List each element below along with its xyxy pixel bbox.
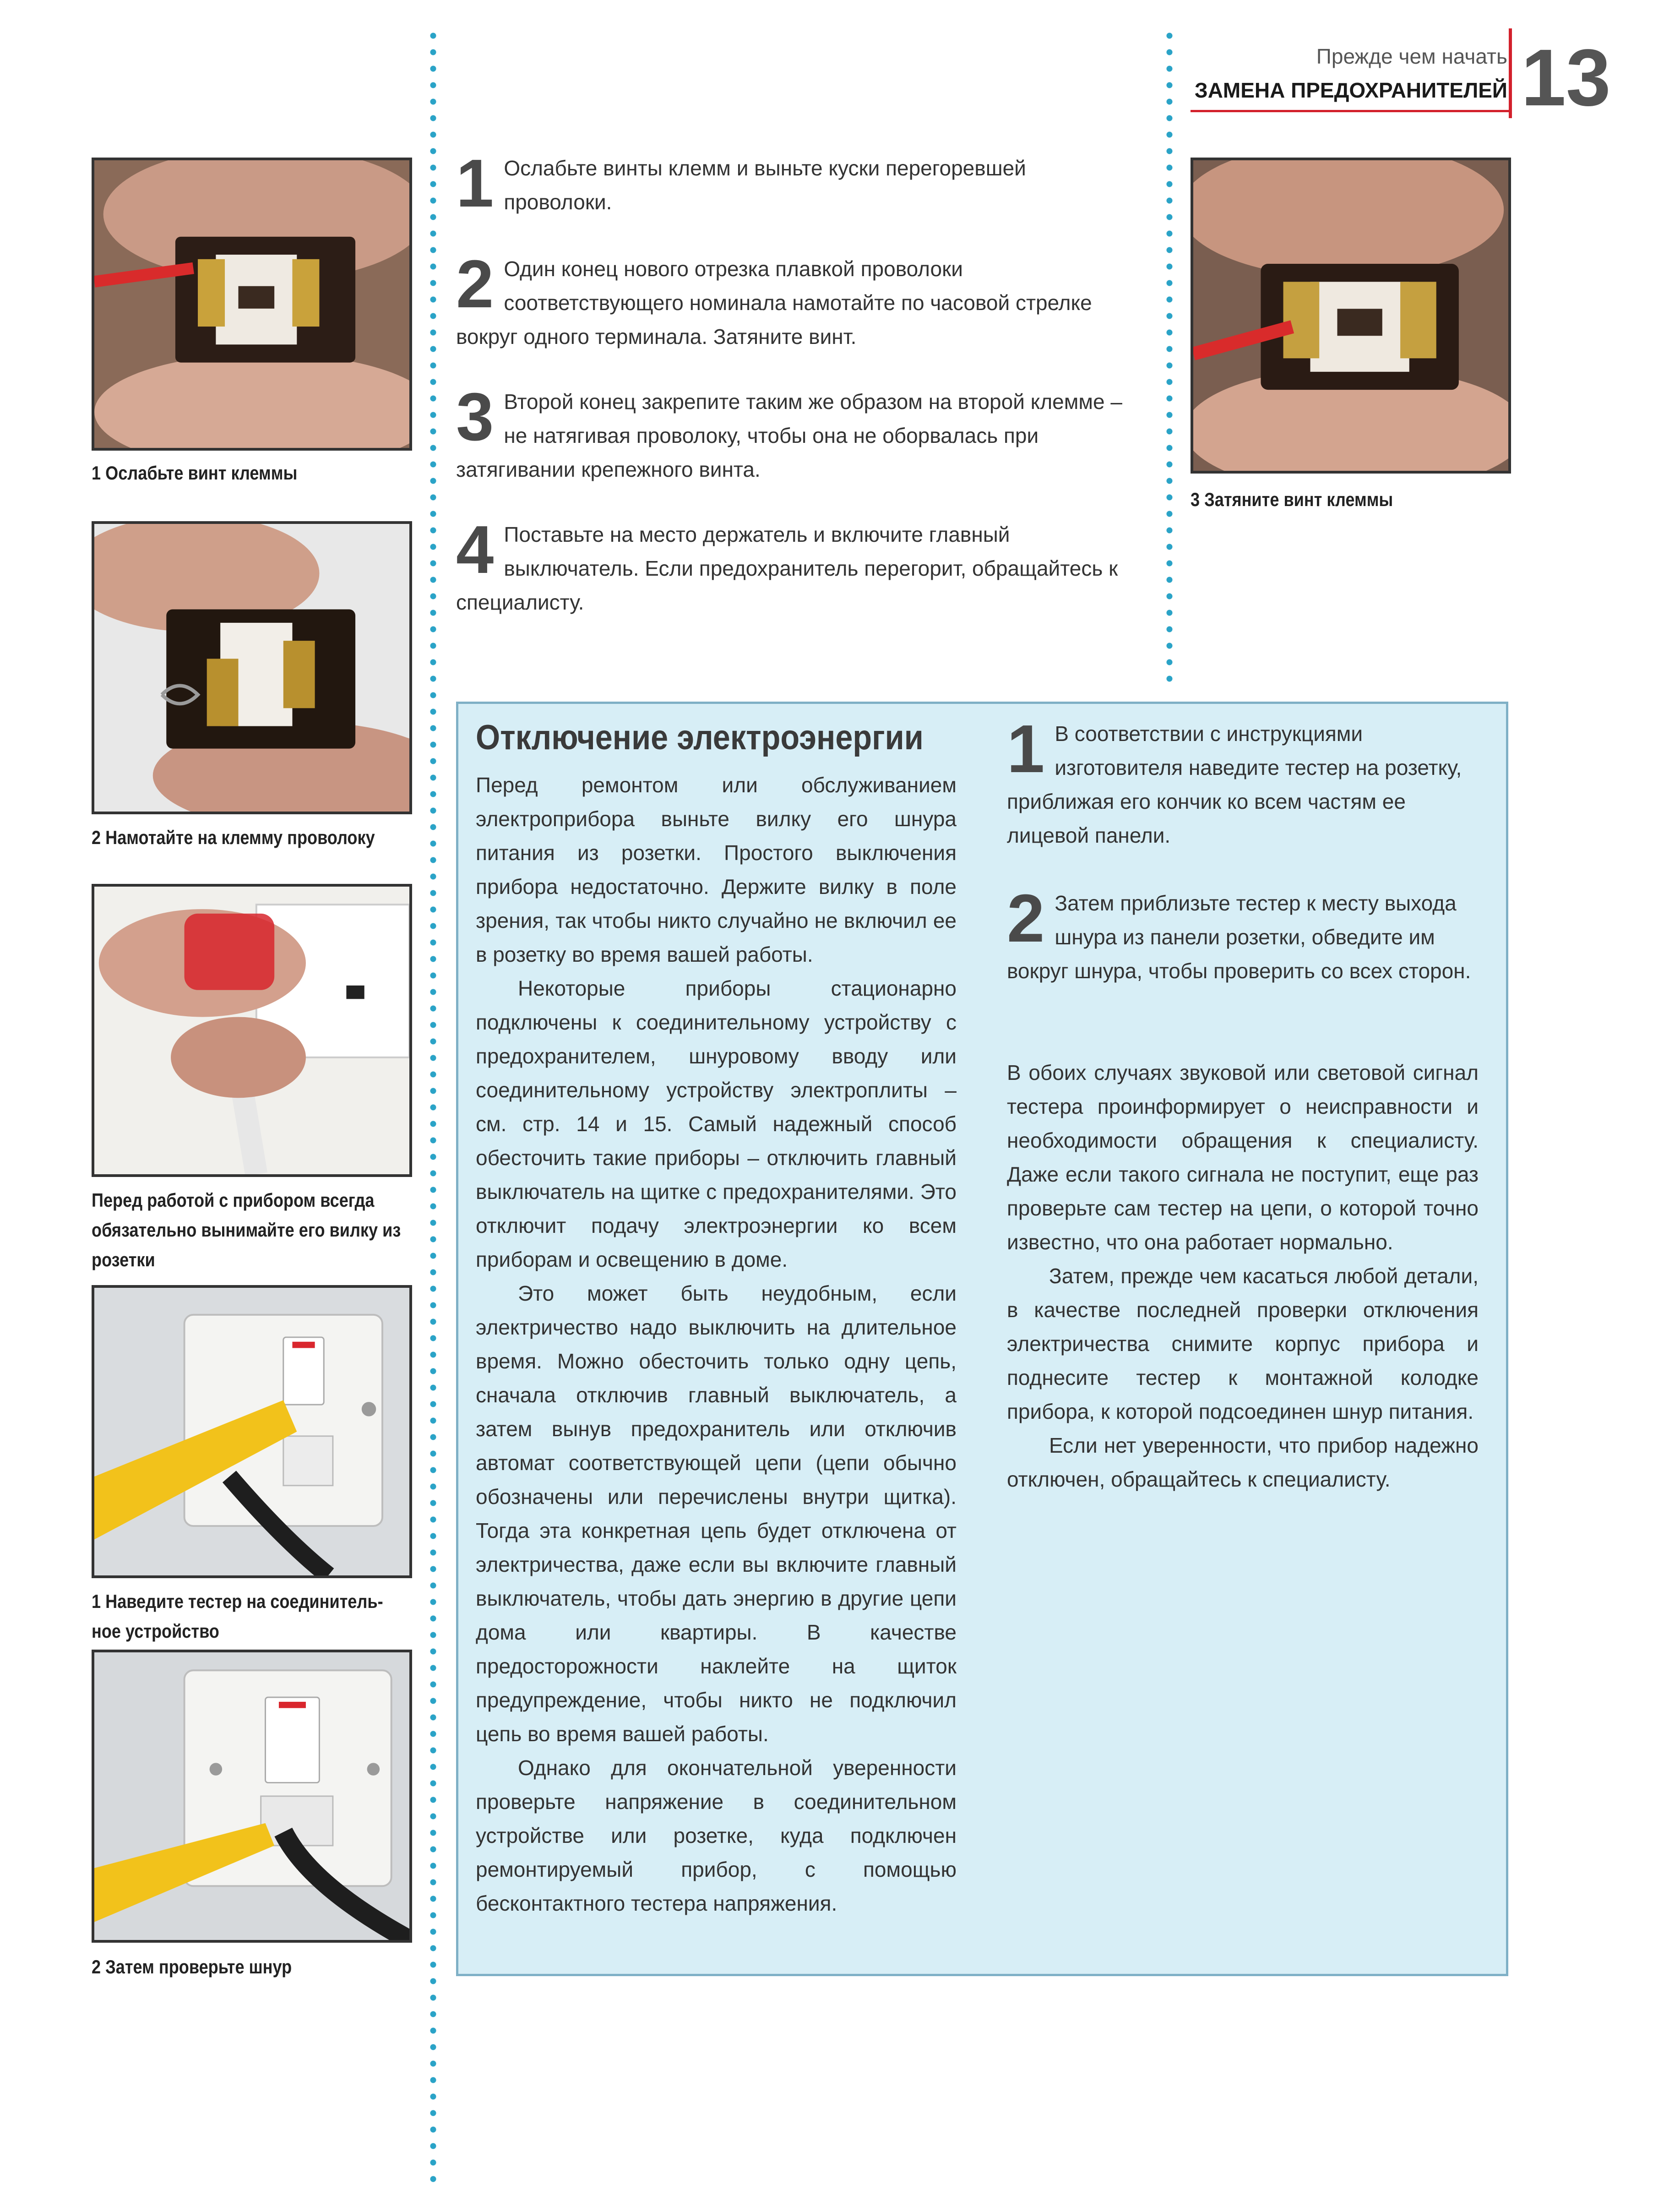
caption-tester-outlet: 1 Наведите тестер на соединительное устройство [92, 1591, 383, 1642]
step-number: 1 [456, 146, 494, 221]
box-paragraph: В обоих случаях звуковой или световой сигнал тестера проинформирует о неисправности и необходимости обращения к специалисту. Даже если такого сигнала не поступит, еще раз проверьте сам тестер на цепи, о которой точно известно, что она работает нормально. [1007, 1061, 1479, 1254]
step-number: 2 [1007, 881, 1045, 956]
step-3 [456, 379, 1136, 486]
left-dotted-divider [430, 27, 437, 2189]
step-text: В соответствии с инструкциями изготовителя наведите тестер на розетку, приближая его кончик ко всем частям ее лицевой панели. [1007, 722, 1462, 847]
power-off-box [456, 702, 1508, 1976]
step-text: Один конец нового отрезка плавкой проволоки соответствующего номинала намотайте по часовой стрелке вокруг одного терминала. Затяните винт. [456, 257, 1092, 349]
header-divider [1509, 28, 1512, 118]
caption-tighten-screw: 3 Затяните винт клеммы [1191, 489, 1393, 510]
header-underline [1191, 110, 1509, 112]
caption-loosen-screw: 1 Ослабьте винт клеммы [92, 462, 298, 484]
step-number: 4 [456, 512, 494, 588]
step-number: 1 [1007, 711, 1045, 787]
section-title: ЗАМЕНА ПРЕДОХРАНИТЕЛЕЙ [1194, 78, 1507, 102]
box-paragraph: Если нет уверенности, что прибор надежно отключен, обращайтесь к специалисту. [1007, 1433, 1479, 1491]
photo-loosen-screw [92, 158, 412, 451]
right-dotted-divider [1166, 27, 1173, 692]
step-text: Второй конец закрепите таким же образом на второй клемме – не натягивая проволоку, чтобы она не оборвалась при затягивании крепежного винта. [456, 390, 1122, 481]
box-paragraph: Затем, прежде чем касаться любой детали, в качестве последней проверки отключения электричества снимите корпус прибора и поднесите тестер к монтажной колодке прибора, к которой подсоединен шнур питания. [1007, 1264, 1479, 1423]
box-column-left [476, 768, 957, 1920]
box-paragraph: Перед ремонтом или обслуживанием электроприбора выньте вилку его шнура питания из розетки. Простого выключения прибора недостаточно. Держите вилку в поле зрения, так чтобы никто случайно не включил ее в розетку во время вашей работы. [476, 773, 957, 966]
box-step-2 [1007, 881, 1479, 988]
photo-tester-outlet [92, 1285, 412, 1578]
box-step-1 [1007, 711, 1479, 852]
box-title: Отключение электроэнергии [476, 718, 924, 757]
caption-wind-wire: 2 Намотайте на клемму проволоку [92, 827, 375, 848]
step-text: Поставьте на место держатель и включите главный выключатель. Если предохранитель перегорит, обращайтесь к специалисту. [456, 523, 1118, 614]
step-text: Ослабьте винты клемм и выньте куски перегоревшей проволоки. [504, 156, 1026, 214]
step-number: 2 [456, 246, 494, 322]
photo-unplug [92, 884, 412, 1177]
photo-tighten-screw [1191, 158, 1511, 474]
caption-tester-cord: 2 Затем проверьте шнур [92, 1956, 292, 1978]
section-subtitle: Прежде чем начать [1316, 44, 1507, 68]
box-paragraph: Некоторые приборы стационарно подключены к соединительному устройству с предохранителем, шнуровому вводу или соединительному устройству электроплиты – см. стр. 14 и 15. Самый надежный способ обесточить такие приборы – отключить главный выключатель на щитке с предохранителями. Это отключит подачу электроэнергии ко всем приборам и освещению в доме. [476, 976, 957, 1271]
step-2 [456, 246, 1136, 354]
box-paragraph: Однако для окончательной уверенности проверьте напряжение в соединительном устройстве или розетке, куда подключен ремонтируемый прибор, с помощью бесконтактного тестера напряжения. [476, 1756, 957, 1915]
page-number: 13 [1521, 33, 1611, 123]
photo-wind-wire [92, 521, 412, 814]
box-column-right [1007, 1056, 1479, 1496]
step-4 [456, 512, 1136, 619]
photo-tester-cord [92, 1650, 412, 1943]
step-text: Затем приблизьте тестер к месту выхода шнура из панели розетки, обведите им вокруг шнура, чтобы проверить со всех сторон. [1007, 891, 1471, 983]
step-1 [456, 146, 1136, 221]
step-number: 3 [456, 379, 494, 455]
box-paragraph: Это может быть неудобным, если электричество надо выключить на длительное время. Можно обесточить только одну цепь, сначала отключив главный выключатель, а затем вынув предохранитель или отключив автомат соответствующей цепи (цепи обычно обозначены или перечислены внутри щитка). Тогда эта конкретная цепь будет отключена от электричества, даже если вы включите главный выключатель, чтобы дать энергию в другие цепи дома или квартиры. В качестве предосторожности наклейте на щиток предупреждение, чтобы никто не подключил цепь во время вашей работы. [476, 1281, 957, 1746]
caption-unplug: Перед работой с прибором всегда обязательно вынимайте его вилку из розетки [92, 1189, 401, 1271]
